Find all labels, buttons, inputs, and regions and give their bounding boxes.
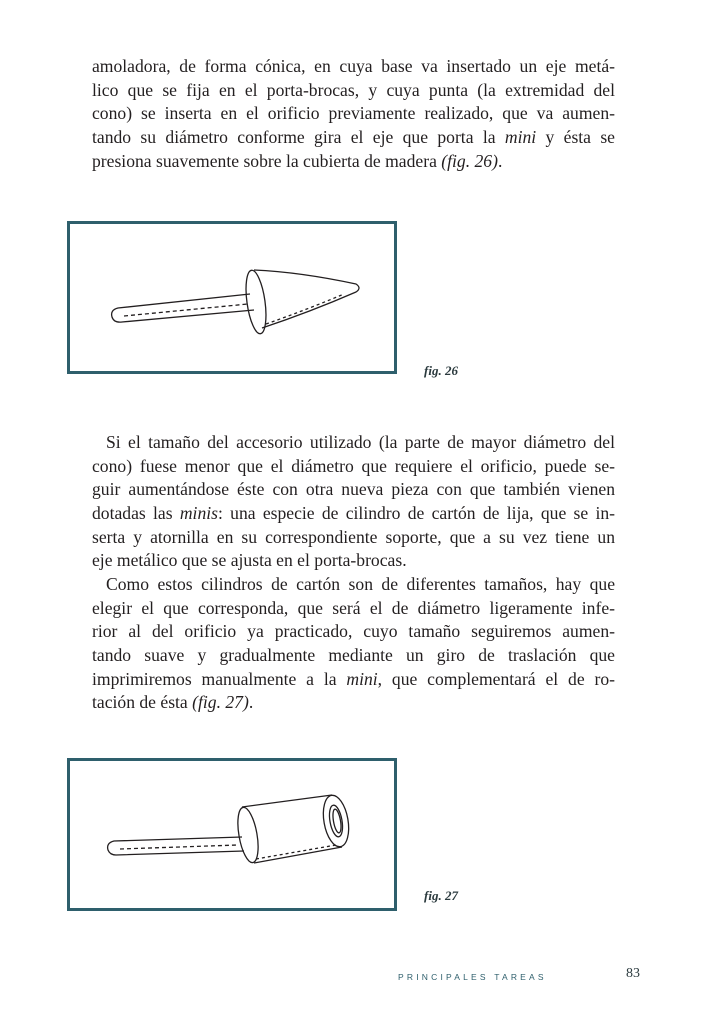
paragraph-body-1	[92, 431, 615, 573]
figure-26-frame	[67, 221, 397, 374]
paragraph-intro	[92, 55, 615, 173]
text-line: Si el tamaño del accesorio utilizado (la parte de mayor diámetro del	[106, 432, 615, 452]
text-line: rior al del orificio ya practicado, cuyo tamaño seguiremos aumen-	[92, 621, 615, 642]
conical-grinding-bit-icon	[70, 224, 394, 371]
page-number: 83	[626, 966, 640, 981]
text-line: dotadas las minis: una especie de cilindro de cartón de lija, que se in-	[92, 503, 615, 524]
text-line: Como estos cilindros de cartón son de diferentes tamaños, hay que	[106, 574, 615, 594]
figure-27-frame	[67, 758, 397, 911]
sanding-cylinder-bit-icon	[70, 761, 394, 908]
text-line: tando su diámetro conforme gira el eje que porta la mini y ésta se	[92, 127, 615, 148]
text-line: elegir el que corresponda, que será el de diámetro ligeramente infe-	[92, 597, 615, 618]
text-line: cono) se inserta en el orificio previamente realizado, que va aumen-	[92, 103, 615, 124]
text-line: eje metálico que se ajusta en el porta-brocas.	[92, 550, 407, 571]
text-line: cono) fuese menor que el diámetro que requiere el orificio, puede se-	[92, 455, 615, 476]
paragraph-body-2	[92, 573, 615, 715]
text-line: tación de ésta (fig. 27).	[92, 692, 254, 713]
running-footer-section-title: PRINCIPALES TAREAS	[398, 972, 547, 982]
text-line: tando suave y gradualmente mediante un giro de traslación que	[92, 645, 615, 666]
text-line: amoladora, de forma cónica, en cuya base va insertado un eje metá-	[92, 56, 615, 76]
text-line: lico que se fija en el porta-brocas, y cuya punta (la extremidad del	[92, 79, 615, 100]
figure-26-caption: fig. 26	[424, 363, 458, 378]
text-line: serta y atornilla en su correspondiente soporte, que a su vez tiene un	[92, 526, 615, 547]
figure-27-caption: fig. 27	[424, 888, 458, 903]
text-line: presiona suavemente sobre la cubierta de madera (fig. 26).	[92, 150, 503, 171]
text-line: guir aumentándose éste con otra nueva pieza con que también vienen	[92, 479, 615, 500]
text-line: imprimiremos manualmente a la mini, que complementará el de ro-	[92, 668, 615, 689]
